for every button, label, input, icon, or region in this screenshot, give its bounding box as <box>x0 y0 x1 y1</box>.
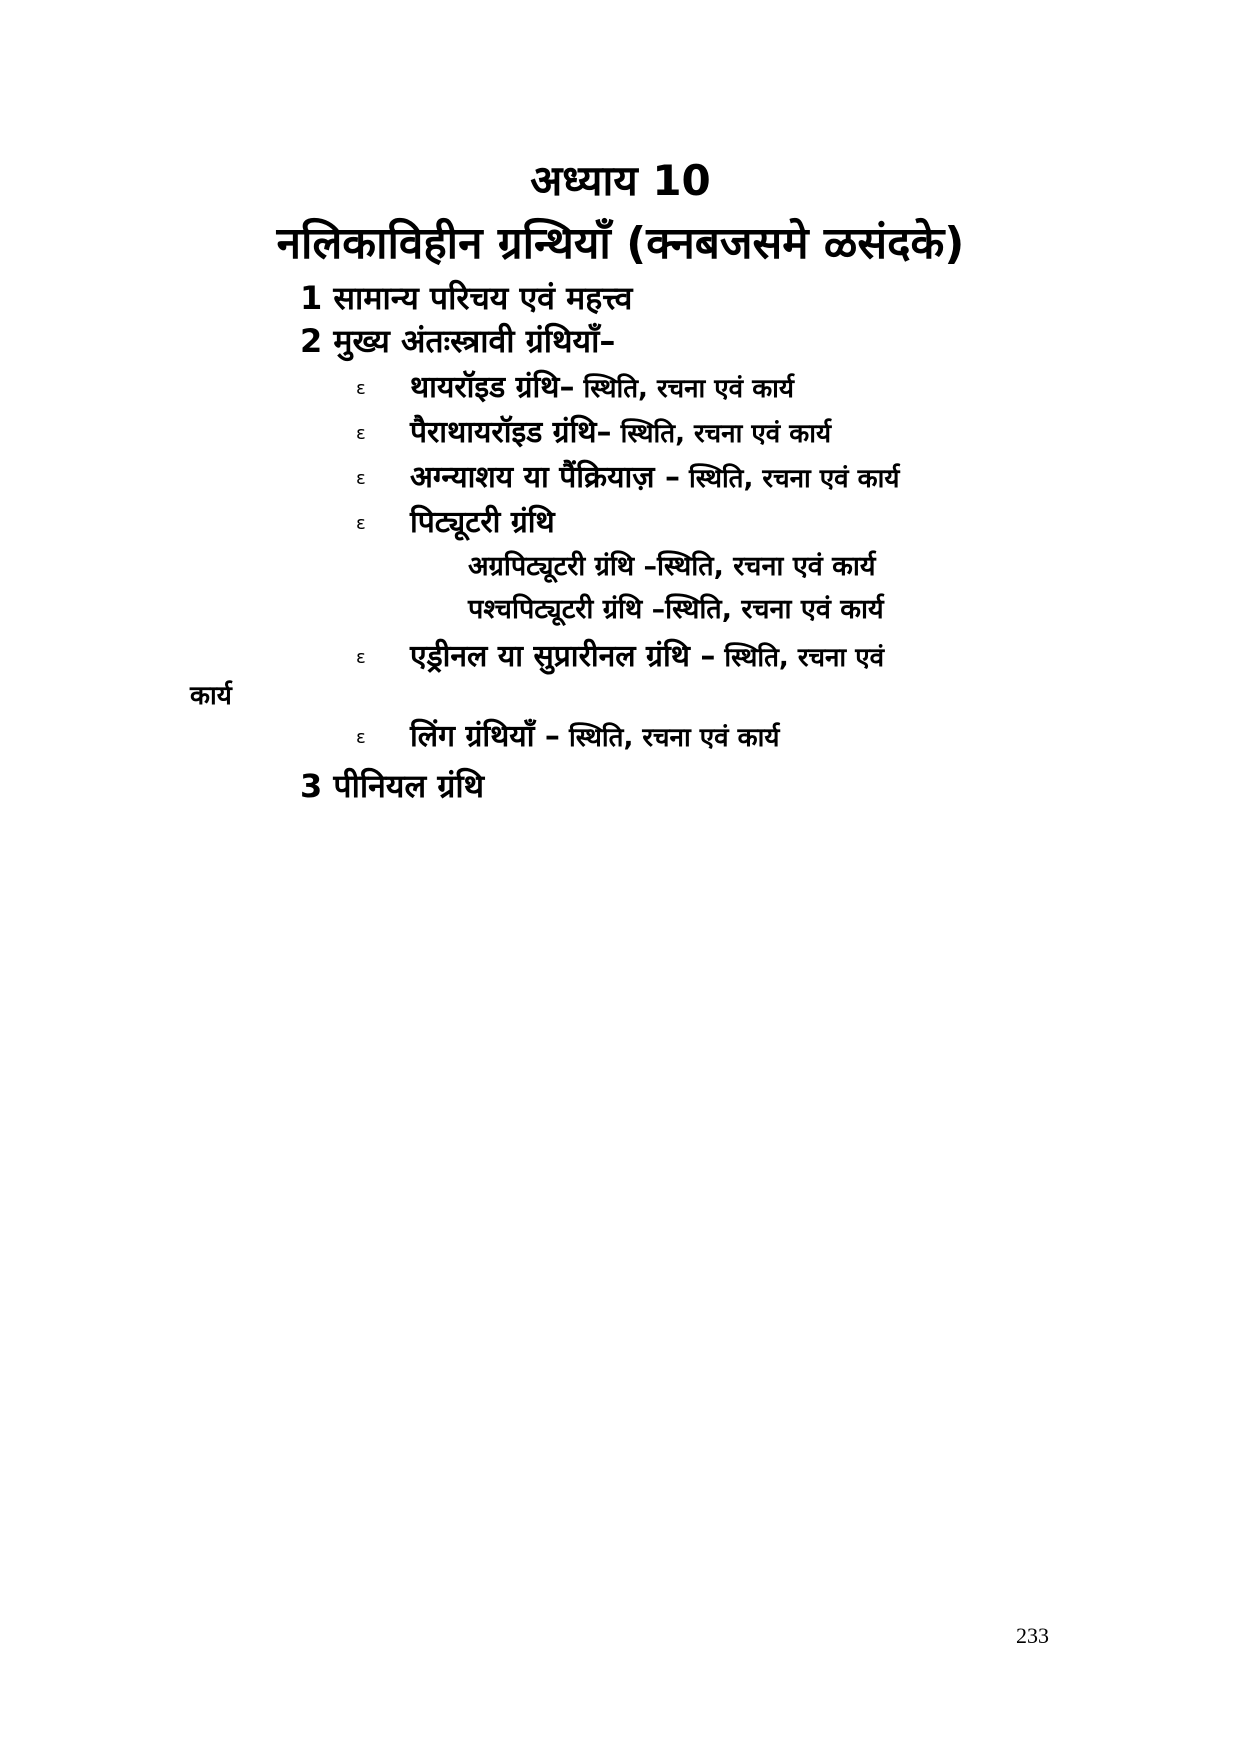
list-item-desc: स्थिति, रचना एवं कार्य <box>611 419 832 449</box>
list-item-gonads <box>356 719 780 754</box>
chapter-title: नलिकाविहीन ग्रन्थियाँ (क्नबजसमे ळसंदके) <box>276 218 965 269</box>
bullet-icon: ε <box>356 646 366 668</box>
list-item-desc: स्थिति, रचना एवं कार्य <box>559 723 780 753</box>
list-item-adrenal <box>356 639 885 674</box>
list-item-desc: स्थिति, रचना एवं कार्य <box>574 374 794 404</box>
list-item-pancreas <box>356 460 900 495</box>
list-item-thyroid <box>356 370 794 405</box>
list-item-title: एड्रीनल या सुप्रारीनल ग्रंथि – <box>410 639 716 674</box>
list-item-title: पैराथायरॉइड ग्रंथि– <box>410 415 612 450</box>
section-3: 3 पीनियल ग्रंथि <box>300 767 485 805</box>
list-item-parathyroid <box>356 415 832 450</box>
bullet-icon: ε <box>356 422 366 444</box>
bullet-icon: ε <box>356 512 366 534</box>
sub-item-posterior-pituitary: पश्चपिट्यूटरी ग्रंथि –स्थिति, रचना एवं कार्य <box>468 594 884 625</box>
wrapped-continuation: कार्य <box>190 681 232 711</box>
list-item-pituitary <box>356 505 555 540</box>
list-item-title: थायरॉइड ग्रंथि– <box>410 370 575 405</box>
section-2: 2 मुख्य अंतःस्त्रावी ग्रंथियाँ– <box>300 322 616 360</box>
page-number: 233 <box>1016 1623 1049 1648</box>
list-item-title: पिट्यूटरी ग्रंथि <box>410 505 555 540</box>
list-item-desc: स्थिति, रचना एवं कार्य <box>679 464 900 494</box>
bullet-icon: ε <box>356 467 366 489</box>
sub-item-anterior-pituitary: अग्रपिट्यूटरी ग्रंथि –स्थिति, रचना एवं कार्य <box>468 551 876 582</box>
list-item-title: अग्न्याशय या पैंक्रियाज़ – <box>410 460 680 495</box>
chapter-heading: अध्याय 10 <box>530 156 711 205</box>
bullet-icon: ε <box>356 377 366 399</box>
section-1: 1 सामान्य परिचय एवं महत्त्व <box>300 279 633 317</box>
list-item-desc: स्थिति, रचना एवं <box>715 643 885 673</box>
bullet-icon: ε <box>356 726 366 748</box>
list-item-title: लिंग ग्रंथियाँ – <box>410 719 560 754</box>
